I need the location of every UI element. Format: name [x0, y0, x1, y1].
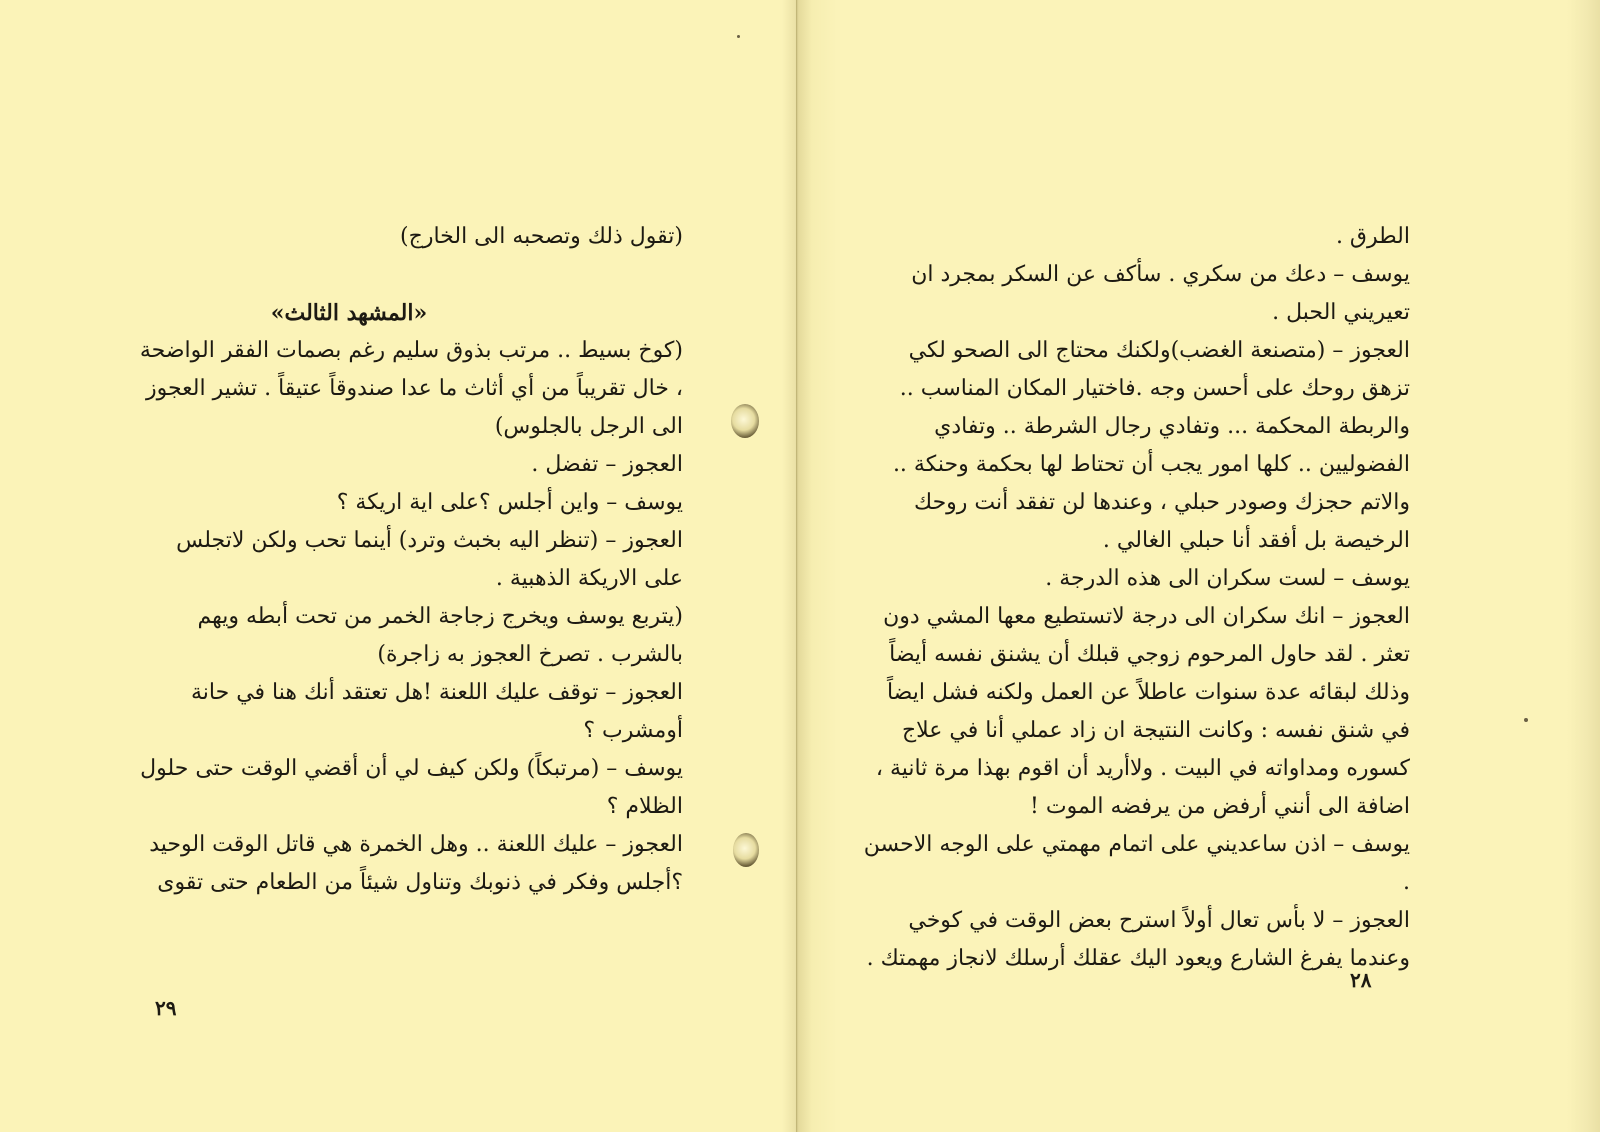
stage-direction: (يتربع يوسف ويخرج زجاجة الخمر من تحت أبطه ويهم بالشرب . تصرخ العجوز به زاجرة): [197, 604, 683, 667]
binding-hole: [731, 404, 759, 438]
scene-title: «المشهد الثالث»: [270, 300, 428, 326]
dialogue-line: العجوز – (متصنعة الغضب)ولكنك محتاج الى الصحو لكي تزهق روحك على أحسن وجه .فاختيار المكان المناسب .. والربطة المحكمة ... وتفادي رجال الشرطة .. وتفادي الفضوليين .. كلها امور يجب أن تحتاط لها بحكمة وحنكة .. والاتم حجزك وصودر حبلي ، وعندها لن تفقد أنت روحك الرخيصة بل أفقد أنا حبلي الغالي .: [892, 338, 1410, 553]
dialogue-line: يوسف – اذن ساعديني على اتمام مهمتي على الوجه الاحسن .: [863, 832, 1410, 895]
dialogue-line: العجوز – لا بأس تعال أولاً استرح بعض الوقت في كوخي وعندما يفرغ الشارع ويعود اليك عقلك أرسلك لانجاز مهمتك .: [866, 908, 1410, 971]
page-number: ٢٨: [1350, 968, 1372, 992]
dialogue-line: الطرق .: [1335, 224, 1410, 249]
dialogue-line: العجوز – انك سكران الى درجة لاتستطيع معها المشي دون تعثر . لقد حاول المرحوم زوجي قبلك أن يشنق نفسه أيضاً وذلك لبقائه عدة سنوات عاطلاً عن العمل ولكنه فشل ايضاً في شنق نفسه : وكانت النتيجة ان زاد عملي أنا في علاج كسوره ومداواته في البيت . ولاأريد أن اقوم بهذا مرة ثانية ، اضافة الى أنني أرفض من يرفضه الموت !: [875, 604, 1410, 819]
dialogue-line: العجوز – توقف عليك اللعنة !هل تعتقد أنك هنا في حانة أومشرب ؟: [190, 680, 683, 743]
left-page: [0, 0, 797, 1132]
dialogue-line: يوسف – دعك من سكري . سأكف عن السكر بمجرد ان تعيريني الحبل .: [911, 262, 1410, 325]
stage-direction: (تقول ذلك وتصحبه الى الخارج): [400, 224, 683, 249]
dialogue-line: العجوز – (تنظر اليه بخبث وترد) أينما تحب ولكن لاتجلس على الاريكة الذهبية .: [176, 528, 683, 591]
right-page-text: [860, 218, 1410, 978]
dialogue-line: العجوز – عليك اللعنة .. وهل الخمرة هي قاتل الوقت الوحيد ؟أجلس وفكر في ذنوبك وتناول شيئاً من الطعام حتى تقوى: [149, 832, 683, 895]
page-number: ٢٩: [155, 996, 177, 1020]
dialogue-line: يوسف – واين أجلس ؟على اية اريكة ؟: [336, 490, 683, 515]
dialogue-line: العجوز – تفضل .: [531, 452, 683, 477]
paper-speck: [1524, 718, 1528, 722]
stage-direction: (كوخ بسيط .. مرتب بذوق سليم رغم بصمات الفقر الواضحة ، خال تقريباً من أي أثاث ما عدا صندوقاً عتيقاً . تشير العجوز الى الرجل بالجلوس): [139, 338, 683, 439]
paper-speck: [737, 35, 740, 38]
book-gutter: [782, 0, 812, 1132]
binding-hole: [733, 833, 759, 867]
left-page-text: [135, 218, 683, 902]
dialogue-line: يوسف – (مرتبكاً) ولكن كيف لي أن أقضي الوقت حتى حلول الظلام ؟: [140, 756, 683, 819]
dialogue-line: يوسف – لست سكران الى هذه الدرجة .: [1045, 566, 1410, 591]
